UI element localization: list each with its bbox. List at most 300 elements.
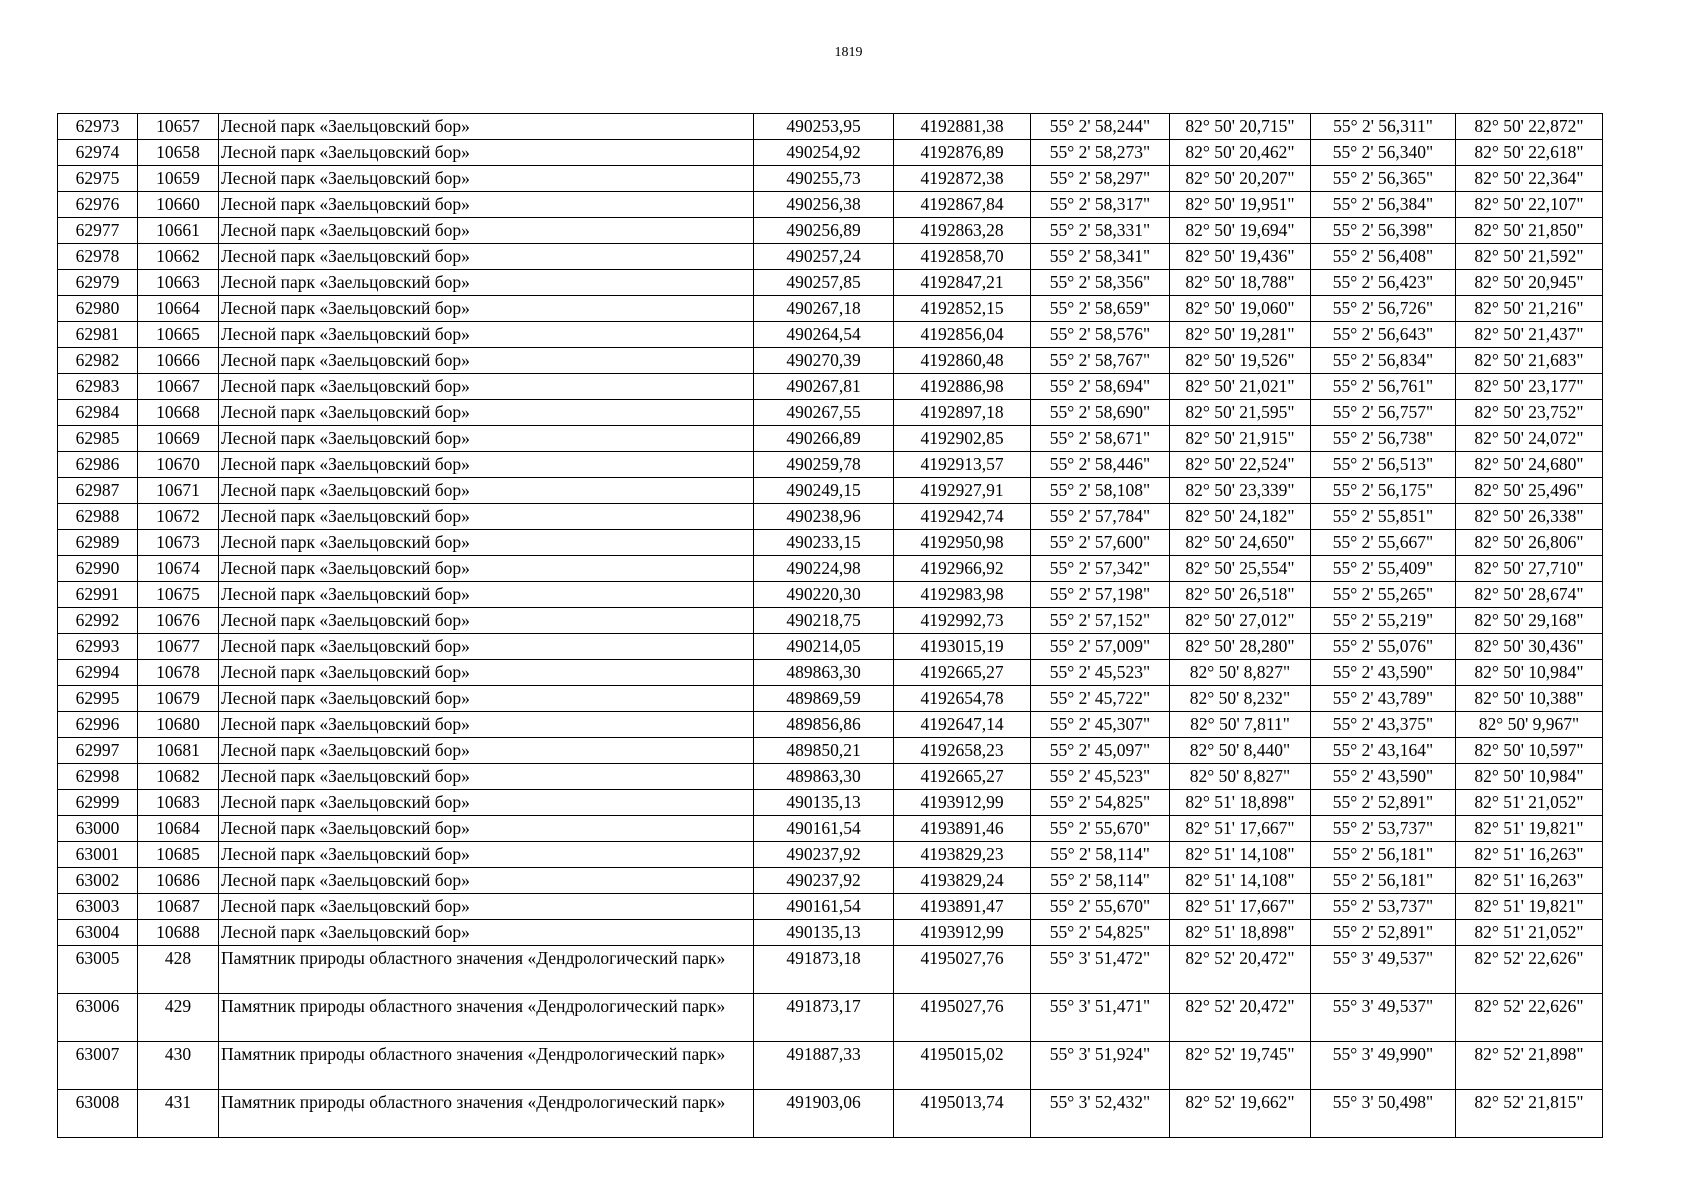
point-number-cell: 10683: [138, 790, 219, 816]
object-name-cell: Лесной парк «Заельцовский бор»: [219, 296, 754, 322]
longitude-alt-cell: 82° 52' 21,898": [1456, 1042, 1603, 1090]
table-row: [58, 530, 1603, 556]
x-coordinate-cell: 490255,73: [754, 166, 894, 192]
latitude-cell: 55° 2' 58,690": [1031, 400, 1170, 426]
longitude-alt-cell: 82° 50' 25,496": [1456, 478, 1603, 504]
point-number-cell: 10687: [138, 894, 219, 920]
y-coordinate-cell: 4192863,28: [894, 218, 1031, 244]
point-number-cell: 10674: [138, 556, 219, 582]
longitude-cell: 82° 52' 19,745": [1170, 1042, 1311, 1090]
latitude-cell: 55° 2' 58,297": [1031, 166, 1170, 192]
table-row: [58, 166, 1603, 192]
longitude-cell: 82° 50' 27,012": [1170, 608, 1311, 634]
longitude-alt-cell: 82° 51' 21,052": [1456, 920, 1603, 946]
point-number-cell: 10661: [138, 218, 219, 244]
latitude-alt-cell: 55° 2' 56,408": [1311, 244, 1456, 270]
latitude-cell: 55° 2' 58,317": [1031, 192, 1170, 218]
row-number-cell: 62995: [58, 686, 138, 712]
object-name-cell: Лесной парк «Заельцовский бор»: [219, 556, 754, 582]
latitude-alt-cell: 55° 2' 53,737": [1311, 816, 1456, 842]
row-number-cell: 63005: [58, 946, 138, 994]
latitude-cell: 55° 2' 55,670": [1031, 816, 1170, 842]
x-coordinate-cell: 490257,85: [754, 270, 894, 296]
table-row: [58, 400, 1603, 426]
x-coordinate-cell: 490238,96: [754, 504, 894, 530]
latitude-cell: 55° 2' 58,671": [1031, 426, 1170, 452]
table-row: [58, 374, 1603, 400]
latitude-cell: 55° 2' 45,523": [1031, 764, 1170, 790]
longitude-alt-cell: 82° 50' 22,872": [1456, 114, 1603, 140]
longitude-cell: 82° 51' 14,108": [1170, 868, 1311, 894]
point-number-cell: 10664: [138, 296, 219, 322]
latitude-alt-cell: 55° 2' 56,365": [1311, 166, 1456, 192]
x-coordinate-cell: 489850,21: [754, 738, 894, 764]
x-coordinate-cell: 490253,95: [754, 114, 894, 140]
y-coordinate-cell: 4193829,24: [894, 868, 1031, 894]
longitude-cell: 82° 50' 28,280": [1170, 634, 1311, 660]
x-coordinate-cell: 490266,89: [754, 426, 894, 452]
longitude-alt-cell: 82° 50' 21,592": [1456, 244, 1603, 270]
longitude-cell: 82° 51' 18,898": [1170, 920, 1311, 946]
x-coordinate-cell: 490257,24: [754, 244, 894, 270]
row-number-cell: 62993: [58, 634, 138, 660]
x-coordinate-cell: 489863,30: [754, 764, 894, 790]
longitude-cell: 82° 50' 26,518": [1170, 582, 1311, 608]
longitude-alt-cell: 82° 50' 21,850": [1456, 218, 1603, 244]
x-coordinate-cell: 490256,38: [754, 192, 894, 218]
row-number-cell: 62991: [58, 582, 138, 608]
x-coordinate-cell: 490267,81: [754, 374, 894, 400]
row-number-cell: 63003: [58, 894, 138, 920]
latitude-alt-cell: 55° 2' 56,643": [1311, 322, 1456, 348]
latitude-alt-cell: 55° 2' 56,175": [1311, 478, 1456, 504]
table-row: [58, 1090, 1603, 1138]
point-number-cell: 10675: [138, 582, 219, 608]
y-coordinate-cell: 4192876,89: [894, 140, 1031, 166]
latitude-cell: 55° 2' 58,108": [1031, 478, 1170, 504]
longitude-cell: 82° 50' 22,524": [1170, 452, 1311, 478]
y-coordinate-cell: 4192860,48: [894, 348, 1031, 374]
row-number-cell: 62985: [58, 426, 138, 452]
object-name-cell: Лесной парк «Заельцовский бор»: [219, 842, 754, 868]
coordinates-table: [57, 113, 1603, 1138]
latitude-alt-cell: 55° 2' 55,076": [1311, 634, 1456, 660]
point-number-cell: 10665: [138, 322, 219, 348]
object-name-cell: Лесной парк «Заельцовский бор»: [219, 166, 754, 192]
latitude-cell: 55° 2' 58,341": [1031, 244, 1170, 270]
row-number-cell: 62989: [58, 530, 138, 556]
latitude-cell: 55° 2' 57,784": [1031, 504, 1170, 530]
longitude-alt-cell: 82° 50' 24,680": [1456, 452, 1603, 478]
table-row: [58, 452, 1603, 478]
longitude-cell: 82° 50' 19,694": [1170, 218, 1311, 244]
x-coordinate-cell: 490254,92: [754, 140, 894, 166]
point-number-cell: 10672: [138, 504, 219, 530]
x-coordinate-cell: 490259,78: [754, 452, 894, 478]
object-name-cell: Лесной парк «Заельцовский бор»: [219, 140, 754, 166]
latitude-alt-cell: 55° 2' 55,219": [1311, 608, 1456, 634]
object-name-cell: Лесной парк «Заельцовский бор»: [219, 270, 754, 296]
table-row: [58, 686, 1603, 712]
point-number-cell: 10673: [138, 530, 219, 556]
longitude-alt-cell: 82° 50' 10,984": [1456, 660, 1603, 686]
table-row: [58, 608, 1603, 634]
latitude-cell: 55° 2' 54,825": [1031, 920, 1170, 946]
row-number-cell: 62990: [58, 556, 138, 582]
object-name-cell: Памятник природы областного значения «Дендрологический парк»: [219, 946, 754, 994]
x-coordinate-cell: 489863,30: [754, 660, 894, 686]
latitude-cell: 55° 2' 58,244": [1031, 114, 1170, 140]
x-coordinate-cell: 490237,92: [754, 868, 894, 894]
latitude-cell: 55° 2' 58,694": [1031, 374, 1170, 400]
point-number-cell: 10668: [138, 400, 219, 426]
longitude-cell: 82° 50' 19,436": [1170, 244, 1311, 270]
y-coordinate-cell: 4195027,76: [894, 946, 1031, 994]
x-coordinate-cell: 489856,86: [754, 712, 894, 738]
longitude-cell: 82° 50' 8,827": [1170, 764, 1311, 790]
longitude-cell: 82° 51' 17,667": [1170, 894, 1311, 920]
point-number-cell: 10662: [138, 244, 219, 270]
object-name-cell: Памятник природы областного значения «Дендрологический парк»: [219, 1042, 754, 1090]
y-coordinate-cell: 4192654,78: [894, 686, 1031, 712]
y-coordinate-cell: 4192902,85: [894, 426, 1031, 452]
x-coordinate-cell: 490135,13: [754, 790, 894, 816]
x-coordinate-cell: 489869,59: [754, 686, 894, 712]
table-row: [58, 634, 1603, 660]
y-coordinate-cell: 4192665,27: [894, 660, 1031, 686]
y-coordinate-cell: 4192950,98: [894, 530, 1031, 556]
table-row: [58, 994, 1603, 1042]
table-row: [58, 296, 1603, 322]
x-coordinate-cell: 491873,17: [754, 994, 894, 1042]
row-number-cell: 63000: [58, 816, 138, 842]
longitude-alt-cell: 82° 50' 21,216": [1456, 296, 1603, 322]
x-coordinate-cell: 490161,54: [754, 816, 894, 842]
point-number-cell: 10659: [138, 166, 219, 192]
x-coordinate-cell: 490267,18: [754, 296, 894, 322]
latitude-cell: 55° 2' 58,114": [1031, 868, 1170, 894]
row-number-cell: 62996: [58, 712, 138, 738]
point-number-cell: 10688: [138, 920, 219, 946]
row-number-cell: 62977: [58, 218, 138, 244]
longitude-cell: 82° 50' 20,462": [1170, 140, 1311, 166]
y-coordinate-cell: 4192658,23: [894, 738, 1031, 764]
y-coordinate-cell: 4192992,73: [894, 608, 1031, 634]
point-number-cell: 430: [138, 1042, 219, 1090]
object-name-cell: Лесной парк «Заельцовский бор»: [219, 582, 754, 608]
longitude-cell: 82° 50' 21,021": [1170, 374, 1311, 400]
latitude-cell: 55° 2' 58,767": [1031, 348, 1170, 374]
object-name-cell: Лесной парк «Заельцовский бор»: [219, 738, 754, 764]
longitude-alt-cell: 82° 50' 26,338": [1456, 504, 1603, 530]
y-coordinate-cell: 4192858,70: [894, 244, 1031, 270]
longitude-alt-cell: 82° 50' 24,072": [1456, 426, 1603, 452]
latitude-alt-cell: 55° 2' 55,409": [1311, 556, 1456, 582]
table-row: [58, 244, 1603, 270]
longitude-alt-cell: 82° 51' 19,821": [1456, 816, 1603, 842]
row-number-cell: 62982: [58, 348, 138, 374]
y-coordinate-cell: 4192872,38: [894, 166, 1031, 192]
row-number-cell: 63008: [58, 1090, 138, 1138]
longitude-alt-cell: 82° 50' 20,945": [1456, 270, 1603, 296]
y-coordinate-cell: 4193891,46: [894, 816, 1031, 842]
x-coordinate-cell: 490264,54: [754, 322, 894, 348]
point-number-cell: 10657: [138, 114, 219, 140]
x-coordinate-cell: 490249,15: [754, 478, 894, 504]
y-coordinate-cell: 4193891,47: [894, 894, 1031, 920]
page-number: 1819: [834, 45, 863, 60]
latitude-cell: 55° 2' 58,273": [1031, 140, 1170, 166]
latitude-alt-cell: 55° 3' 49,990": [1311, 1042, 1456, 1090]
object-name-cell: Лесной парк «Заельцовский бор»: [219, 868, 754, 894]
longitude-alt-cell: 82° 51' 19,821": [1456, 894, 1603, 920]
y-coordinate-cell: 4192927,91: [894, 478, 1031, 504]
row-number-cell: 62988: [58, 504, 138, 530]
object-name-cell: Лесной парк «Заельцовский бор»: [219, 764, 754, 790]
row-number-cell: 62973: [58, 114, 138, 140]
object-name-cell: Лесной парк «Заельцовский бор»: [219, 400, 754, 426]
longitude-cell: 82° 50' 24,182": [1170, 504, 1311, 530]
latitude-cell: 55° 2' 58,576": [1031, 322, 1170, 348]
object-name-cell: Лесной парк «Заельцовский бор»: [219, 530, 754, 556]
table-row: [58, 894, 1603, 920]
row-number-cell: 63007: [58, 1042, 138, 1090]
longitude-alt-cell: 82° 50' 21,683": [1456, 348, 1603, 374]
table-row: [58, 920, 1603, 946]
row-number-cell: 62994: [58, 660, 138, 686]
latitude-cell: 55° 2' 58,114": [1031, 842, 1170, 868]
longitude-alt-cell: 82° 50' 10,984": [1456, 764, 1603, 790]
longitude-alt-cell: 82° 51' 16,263": [1456, 868, 1603, 894]
longitude-alt-cell: 82° 50' 22,618": [1456, 140, 1603, 166]
point-number-cell: 10686: [138, 868, 219, 894]
longitude-alt-cell: 82° 50' 30,436": [1456, 634, 1603, 660]
object-name-cell: Памятник природы областного значения «Дендрологический парк»: [219, 994, 754, 1042]
longitude-alt-cell: 82° 51' 16,263": [1456, 842, 1603, 868]
x-coordinate-cell: 490270,39: [754, 348, 894, 374]
point-number-cell: 10679: [138, 686, 219, 712]
latitude-alt-cell: 55° 2' 56,757": [1311, 400, 1456, 426]
longitude-alt-cell: 82° 50' 26,806": [1456, 530, 1603, 556]
row-number-cell: 62981: [58, 322, 138, 348]
object-name-cell: Лесной парк «Заельцовский бор»: [219, 504, 754, 530]
y-coordinate-cell: 4192942,74: [894, 504, 1031, 530]
x-coordinate-cell: 490214,05: [754, 634, 894, 660]
latitude-alt-cell: 55° 2' 43,375": [1311, 712, 1456, 738]
longitude-cell: 82° 51' 14,108": [1170, 842, 1311, 868]
y-coordinate-cell: 4193912,99: [894, 920, 1031, 946]
longitude-cell: 82° 50' 19,526": [1170, 348, 1311, 374]
x-coordinate-cell: 490256,89: [754, 218, 894, 244]
latitude-cell: 55° 3' 51,924": [1031, 1042, 1170, 1090]
point-number-cell: 429: [138, 994, 219, 1042]
longitude-cell: 82° 51' 18,898": [1170, 790, 1311, 816]
row-number-cell: 62975: [58, 166, 138, 192]
table-row: [58, 946, 1603, 994]
row-number-cell: 62978: [58, 244, 138, 270]
longitude-alt-cell: 82° 50' 28,674": [1456, 582, 1603, 608]
longitude-cell: 82° 50' 20,715": [1170, 114, 1311, 140]
latitude-cell: 55° 2' 57,342": [1031, 556, 1170, 582]
latitude-alt-cell: 55° 2' 52,891": [1311, 790, 1456, 816]
longitude-cell: 82° 50' 20,207": [1170, 166, 1311, 192]
y-coordinate-cell: 4192847,21: [894, 270, 1031, 296]
y-coordinate-cell: 4192665,27: [894, 764, 1031, 790]
longitude-cell: 82° 50' 7,811": [1170, 712, 1311, 738]
latitude-alt-cell: 55° 2' 56,423": [1311, 270, 1456, 296]
latitude-alt-cell: 55° 2' 56,181": [1311, 868, 1456, 894]
table-row: [58, 790, 1603, 816]
point-number-cell: 10660: [138, 192, 219, 218]
object-name-cell: Лесной парк «Заельцовский бор»: [219, 478, 754, 504]
x-coordinate-cell: 490161,54: [754, 894, 894, 920]
object-name-cell: Лесной парк «Заельцовский бор»: [219, 634, 754, 660]
latitude-cell: 55° 2' 58,331": [1031, 218, 1170, 244]
longitude-alt-cell: 82° 51' 21,052": [1456, 790, 1603, 816]
row-number-cell: 62997: [58, 738, 138, 764]
longitude-alt-cell: 82° 50' 21,437": [1456, 322, 1603, 348]
latitude-cell: 55° 2' 57,009": [1031, 634, 1170, 660]
object-name-cell: Лесной парк «Заельцовский бор»: [219, 816, 754, 842]
longitude-cell: 82° 50' 8,827": [1170, 660, 1311, 686]
latitude-alt-cell: 55° 2' 56,761": [1311, 374, 1456, 400]
point-number-cell: 10671: [138, 478, 219, 504]
latitude-alt-cell: 55° 2' 56,726": [1311, 296, 1456, 322]
longitude-alt-cell: 82° 52' 21,815": [1456, 1090, 1603, 1138]
table-row: [58, 582, 1603, 608]
x-coordinate-cell: 490267,55: [754, 400, 894, 426]
point-number-cell: 10680: [138, 712, 219, 738]
y-coordinate-cell: 4192852,15: [894, 296, 1031, 322]
table-row: [58, 348, 1603, 374]
y-coordinate-cell: 4192886,98: [894, 374, 1031, 400]
table-row: [58, 140, 1603, 166]
longitude-cell: 82° 52' 20,472": [1170, 946, 1311, 994]
point-number-cell: 10663: [138, 270, 219, 296]
x-coordinate-cell: 490224,98: [754, 556, 894, 582]
latitude-cell: 55° 2' 45,307": [1031, 712, 1170, 738]
y-coordinate-cell: 4192867,84: [894, 192, 1031, 218]
longitude-alt-cell: 82° 50' 10,388": [1456, 686, 1603, 712]
latitude-alt-cell: 55° 2' 56,311": [1311, 114, 1456, 140]
table-row: [58, 1042, 1603, 1090]
object-name-cell: Лесной парк «Заельцовский бор»: [219, 374, 754, 400]
object-name-cell: Памятник природы областного значения «Дендрологический парк»: [219, 1090, 754, 1138]
latitude-alt-cell: 55° 2' 43,590": [1311, 660, 1456, 686]
table-row: [58, 660, 1603, 686]
y-coordinate-cell: 4193829,23: [894, 842, 1031, 868]
table-row: [58, 322, 1603, 348]
point-number-cell: 10676: [138, 608, 219, 634]
row-number-cell: 62983: [58, 374, 138, 400]
longitude-alt-cell: 82° 52' 22,626": [1456, 994, 1603, 1042]
table-row: [58, 192, 1603, 218]
longitude-cell: 82° 50' 19,951": [1170, 192, 1311, 218]
table-row: [58, 738, 1603, 764]
latitude-cell: 55° 2' 58,356": [1031, 270, 1170, 296]
table-row: [58, 504, 1603, 530]
object-name-cell: Лесной парк «Заельцовский бор»: [219, 322, 754, 348]
object-name-cell: Лесной парк «Заельцовский бор»: [219, 348, 754, 374]
x-coordinate-cell: 490233,15: [754, 530, 894, 556]
point-number-cell: 10666: [138, 348, 219, 374]
row-number-cell: 63001: [58, 842, 138, 868]
y-coordinate-cell: 4192913,57: [894, 452, 1031, 478]
point-number-cell: 10669: [138, 426, 219, 452]
longitude-alt-cell: 82° 50' 23,177": [1456, 374, 1603, 400]
y-coordinate-cell: 4192897,18: [894, 400, 1031, 426]
x-coordinate-cell: 491887,33: [754, 1042, 894, 1090]
latitude-alt-cell: 55° 2' 55,265": [1311, 582, 1456, 608]
row-number-cell: 62976: [58, 192, 138, 218]
longitude-alt-cell: 82° 50' 29,168": [1456, 608, 1603, 634]
point-number-cell: 10684: [138, 816, 219, 842]
table-row: [58, 426, 1603, 452]
y-coordinate-cell: 4192647,14: [894, 712, 1031, 738]
row-number-cell: 62999: [58, 790, 138, 816]
y-coordinate-cell: 4192856,04: [894, 322, 1031, 348]
latitude-alt-cell: 55° 3' 49,537": [1311, 946, 1456, 994]
latitude-alt-cell: 55° 2' 55,667": [1311, 530, 1456, 556]
table-row: [58, 764, 1603, 790]
row-number-cell: 62986: [58, 452, 138, 478]
latitude-cell: 55° 2' 57,152": [1031, 608, 1170, 634]
table-row: [58, 712, 1603, 738]
latitude-alt-cell: 55° 2' 43,590": [1311, 764, 1456, 790]
object-name-cell: Лесной парк «Заельцовский бор»: [219, 608, 754, 634]
longitude-alt-cell: 82° 52' 22,626": [1456, 946, 1603, 994]
latitude-alt-cell: 55° 2' 52,891": [1311, 920, 1456, 946]
longitude-cell: 82° 50' 8,232": [1170, 686, 1311, 712]
object-name-cell: Лесной парк «Заельцовский бор»: [219, 244, 754, 270]
object-name-cell: Лесной парк «Заельцовский бор»: [219, 712, 754, 738]
table-row: [58, 556, 1603, 582]
object-name-cell: Лесной парк «Заельцовский бор»: [219, 218, 754, 244]
latitude-alt-cell: 55° 2' 56,834": [1311, 348, 1456, 374]
latitude-alt-cell: 55° 2' 55,851": [1311, 504, 1456, 530]
y-coordinate-cell: 4195015,02: [894, 1042, 1031, 1090]
latitude-cell: 55° 2' 45,097": [1031, 738, 1170, 764]
table-row: [58, 816, 1603, 842]
row-number-cell: 62974: [58, 140, 138, 166]
object-name-cell: Лесной парк «Заельцовский бор»: [219, 114, 754, 140]
point-number-cell: 10670: [138, 452, 219, 478]
x-coordinate-cell: 490135,13: [754, 920, 894, 946]
longitude-cell: 82° 52' 19,662": [1170, 1090, 1311, 1138]
longitude-cell: 82° 50' 18,788": [1170, 270, 1311, 296]
latitude-alt-cell: 55° 2' 56,513": [1311, 452, 1456, 478]
row-number-cell: 63002: [58, 868, 138, 894]
longitude-cell: 82° 50' 21,915": [1170, 426, 1311, 452]
latitude-cell: 55° 2' 58,659": [1031, 296, 1170, 322]
point-number-cell: 10677: [138, 634, 219, 660]
y-coordinate-cell: 4192966,92: [894, 556, 1031, 582]
x-coordinate-cell: 491873,18: [754, 946, 894, 994]
longitude-alt-cell: 82° 50' 10,597": [1456, 738, 1603, 764]
latitude-alt-cell: 55° 2' 43,164": [1311, 738, 1456, 764]
point-number-cell: 10685: [138, 842, 219, 868]
latitude-alt-cell: 55° 2' 53,737": [1311, 894, 1456, 920]
point-number-cell: 10667: [138, 374, 219, 400]
object-name-cell: Лесной парк «Заельцовский бор»: [219, 192, 754, 218]
latitude-cell: 55° 2' 58,446": [1031, 452, 1170, 478]
longitude-alt-cell: 82° 50' 27,710": [1456, 556, 1603, 582]
object-name-cell: Лесной парк «Заельцовский бор»: [219, 686, 754, 712]
point-number-cell: 10681: [138, 738, 219, 764]
latitude-alt-cell: 55° 3' 49,537": [1311, 994, 1456, 1042]
y-coordinate-cell: 4195027,76: [894, 994, 1031, 1042]
longitude-cell: 82° 50' 25,554": [1170, 556, 1311, 582]
